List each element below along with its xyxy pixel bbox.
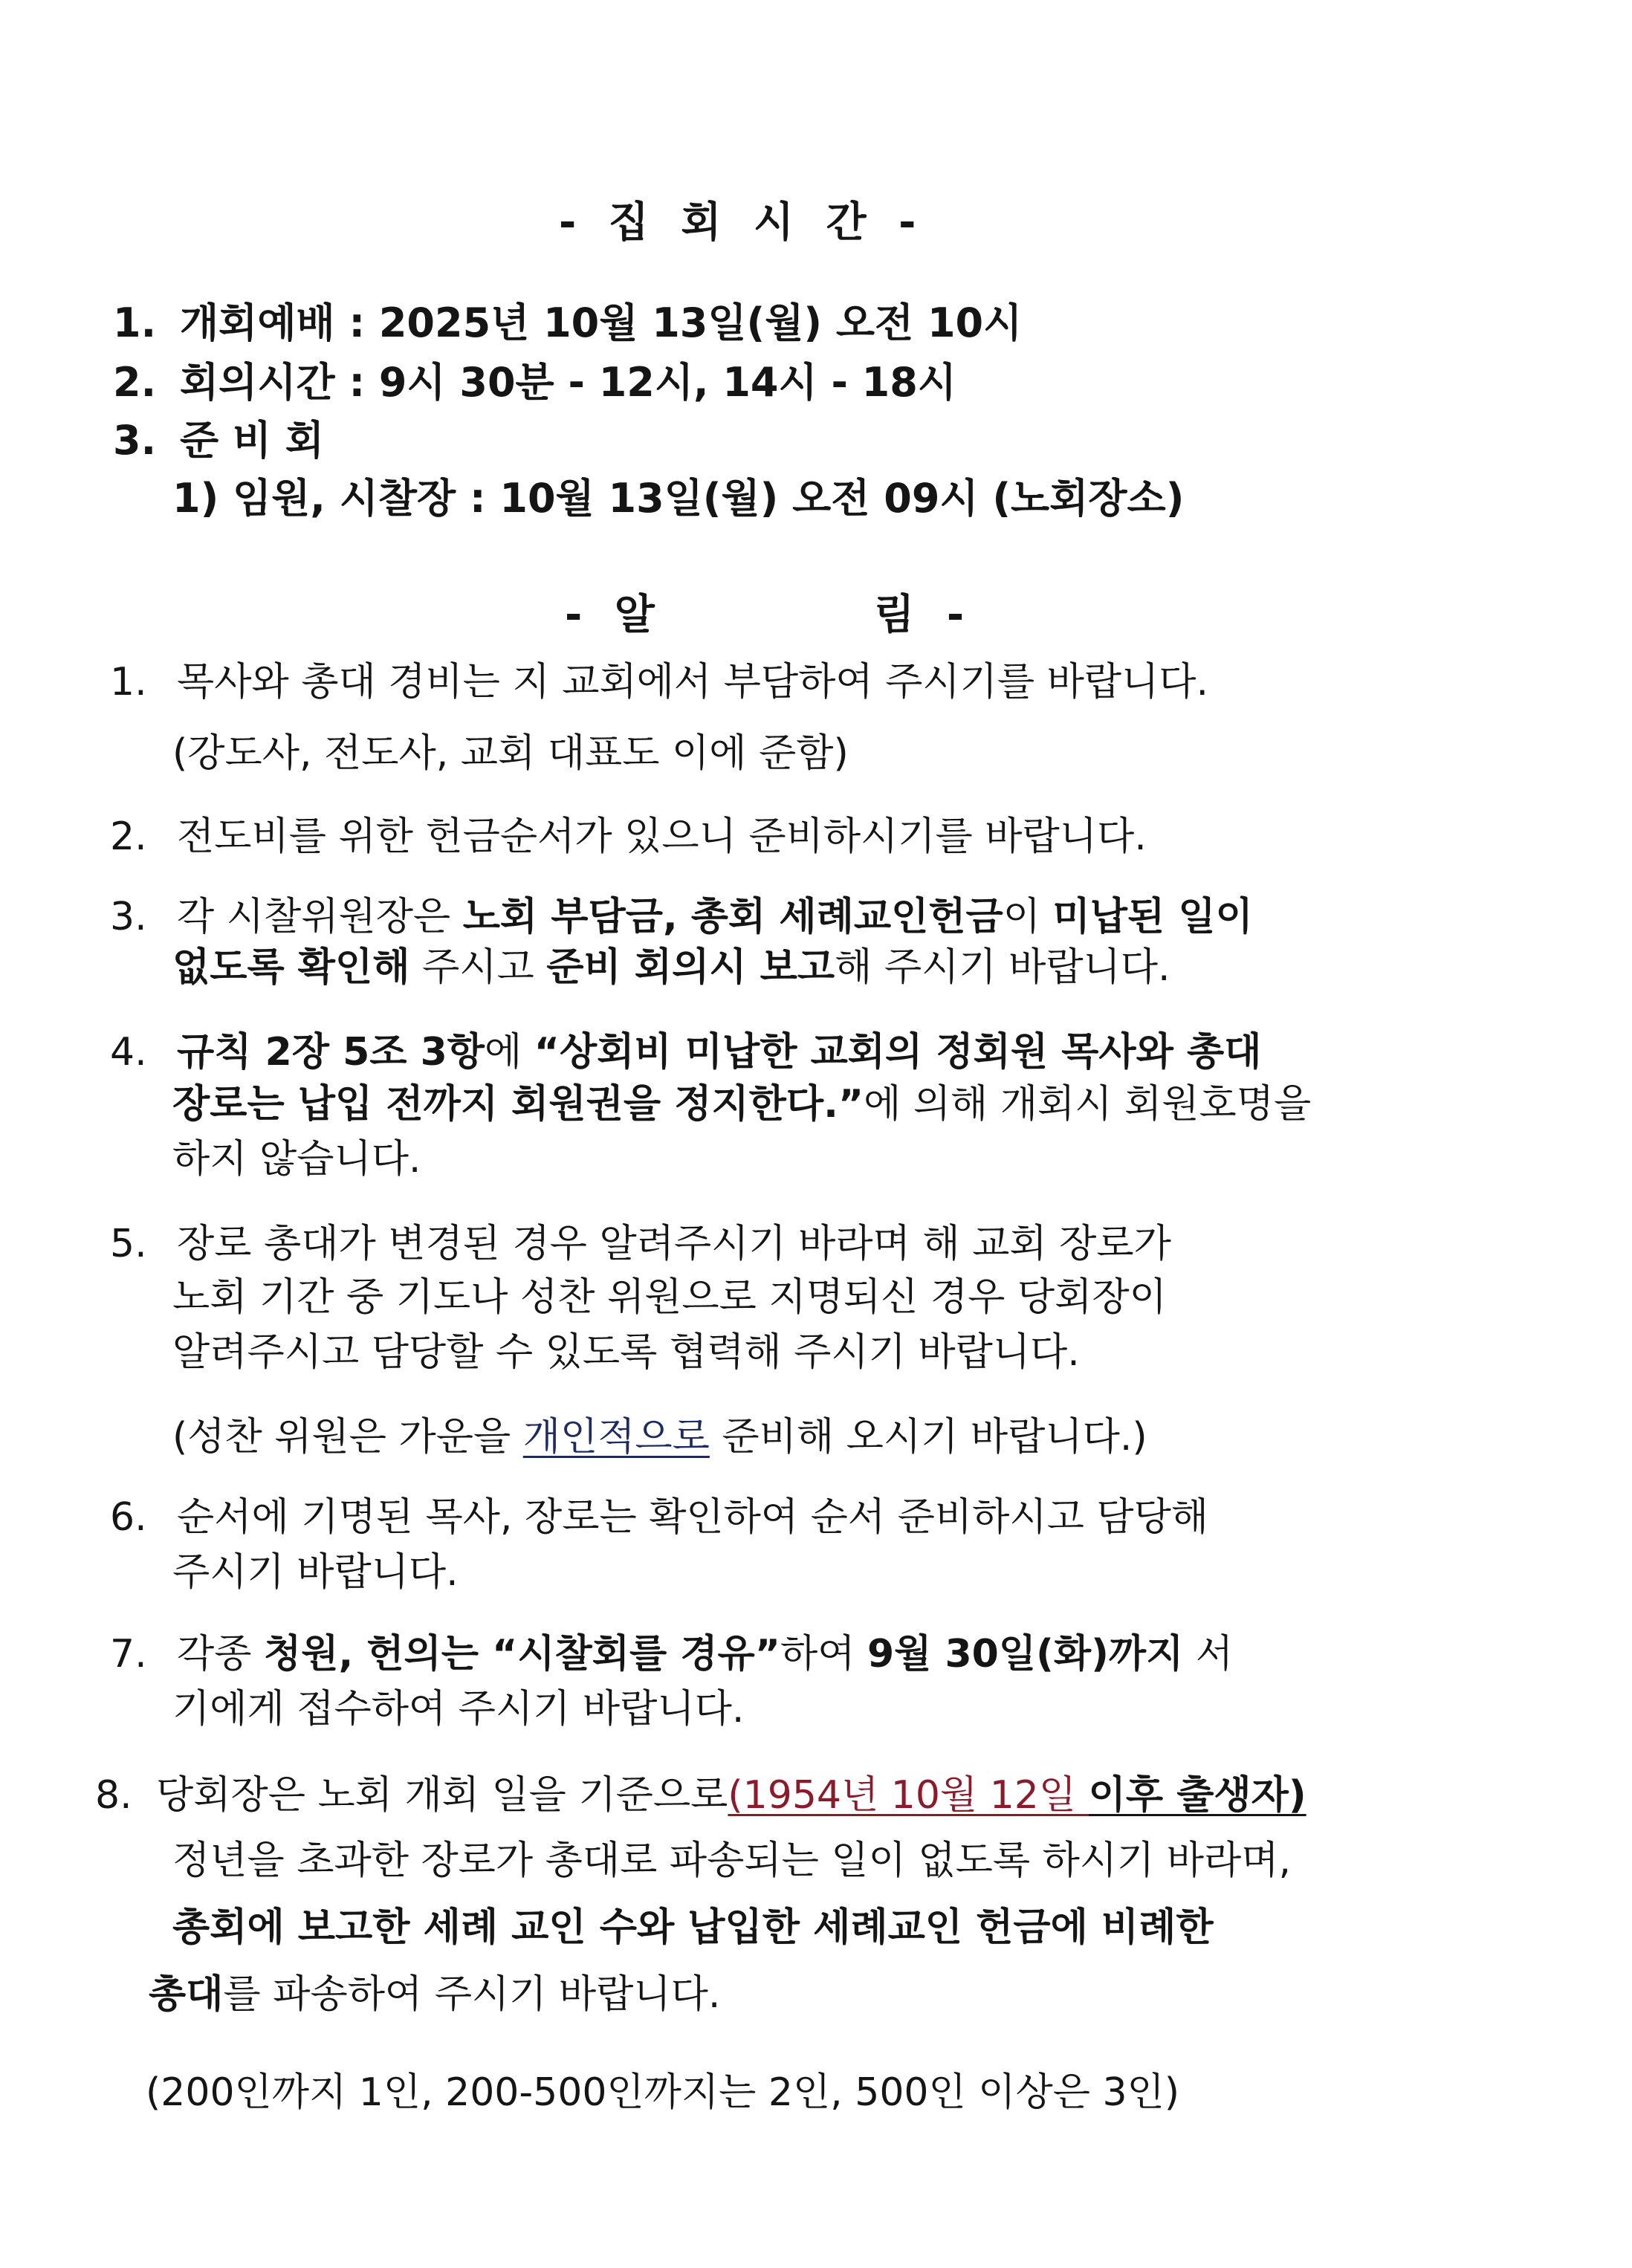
text: (성찬 위원은 가운을 <box>172 1415 523 1459</box>
text: 하여 <box>780 1632 867 1676</box>
bold-text: 총회에 보고한 세례 교인 수와 납입한 세례교인 헌금에 비례한 <box>172 1905 1214 1950</box>
schedule-item-3 <box>113 417 325 464</box>
notice-item-2 <box>110 814 1147 859</box>
item-text: 전도비를 위한 헌금순서가 있으니 준비하시기를 바랍니다. <box>177 814 1147 859</box>
schedule-item-2 <box>113 359 956 406</box>
notice-item-5-cont: 노회 기간 중 기도나 성찬 위원으로 지명되신 경우 당회장이 <box>172 1275 1167 1320</box>
notice-item-1-cont: (강도사, 전도사, 교회 대표도 이에 준함) <box>172 731 849 776</box>
notice-item-8-cont2 <box>172 1905 1214 1950</box>
notice-item-7-cont: 기에게 접수하여 주시기 바랍니다. <box>172 1687 745 1731</box>
text: 서 <box>1183 1632 1234 1676</box>
text: 각종 <box>177 1632 264 1676</box>
highlighted-date: (1954년 10월 12일 <box>728 1773 1089 1818</box>
schedule-item-3-sub: 1) 임원, 시찰장 : 10월 13일(월) 오전 09시 (노회장소) <box>172 475 1185 522</box>
text: 에 <box>485 1030 534 1075</box>
bold-text: 규칙 2장 5조 3항 <box>177 1030 485 1075</box>
item-text: 목사와 총대 경비는 지 교회에서 부담하여 주시기를 바랍니다. <box>177 660 1209 704</box>
bold-text: 없도록 확인해 <box>172 945 410 990</box>
item-text: 순서에 기명된 목사, 장로는 확인하여 순서 준비하시고 담당해 <box>177 1495 1209 1540</box>
item-number: 3. <box>113 417 157 464</box>
notice-item-8-cont3 <box>149 1972 721 2017</box>
item-number: 7. <box>110 1632 147 1676</box>
item-number: 4. <box>110 1030 147 1075</box>
item-number: 1. <box>110 660 147 704</box>
bold-text: 9월 30일(화)까지 <box>867 1632 1184 1676</box>
notice-item-4 <box>110 1030 1262 1075</box>
notice-item-1 <box>110 660 1209 704</box>
notice-item-7 <box>110 1632 1234 1676</box>
item-number: 6. <box>110 1495 147 1540</box>
item-text: 장로 총대가 변경된 경우 알려주시기 바라며 해 교회 장로가 <box>177 1222 1171 1266</box>
item-number: 1. <box>113 299 157 346</box>
notice-item-5-note <box>172 1415 1147 1459</box>
item-number: 3. <box>110 895 147 939</box>
notice-item-6-cont: 주시기 바랍니다. <box>172 1550 459 1595</box>
text: 각 시찰위원장은 <box>177 895 463 939</box>
notice-item-5 <box>110 1222 1171 1266</box>
bold-text: “상회비 미납한 교회의 정회원 목사와 총대 <box>534 1030 1262 1075</box>
notice-item-3-cont <box>172 945 1170 990</box>
text: 해 주시기 바랍니다. <box>835 945 1170 990</box>
text: 를 파송하여 주시기 바랍니다. <box>223 1972 721 2017</box>
text: 당회장은 노회 개회 일을 기준으로 <box>156 1773 728 1818</box>
bold-text: 준비 회의시 보고 <box>546 945 835 990</box>
schedule-title: - 집 회 시 간 - <box>559 198 925 247</box>
item-number: 2. <box>113 359 157 406</box>
underlined-text: 개인적으로 <box>522 1415 710 1459</box>
bold-text: 노회 부담금, 총회 세례교인헌금 <box>462 895 1003 939</box>
text: 이 <box>1003 895 1053 939</box>
bold-text: 총대 <box>149 1972 224 2017</box>
notice-item-8-cont: 정년을 초과한 장로가 총대로 파송되는 일이 없도록 하시기 바라며, <box>172 1838 1292 1883</box>
bold-text: 장로는 납입 전까지 회원권을 정지한다.” <box>172 1082 864 1127</box>
bold-text: 청원, 헌의는 “시찰회를 경유” <box>264 1632 780 1676</box>
notice-item-3 <box>110 895 1253 939</box>
notice-item-8-note: (200인까지 1인, 200-500인까지는 2인, 500인 이상은 3인) <box>146 2070 1180 2115</box>
bold-text: 미납된 일이 <box>1052 895 1253 939</box>
item-text: 개회예배 : 2025년 10월 13일(월) 오전 10시 <box>180 299 1023 346</box>
notice-item-8 <box>95 1773 1306 1818</box>
notice-title: - 알 림 - <box>565 591 974 639</box>
notice-item-5-cont2: 알려주시고 담당할 수 있도록 협력해 주시기 바랍니다. <box>172 1330 1080 1375</box>
bold-underlined-text: 이후 출생자) <box>1088 1773 1306 1818</box>
item-text: 회의시간 : 9시 30분 - 12시, 14시 - 18시 <box>180 359 956 406</box>
notice-item-6 <box>110 1495 1209 1540</box>
schedule-item-1 <box>113 299 1023 346</box>
text: 주시고 <box>409 945 547 990</box>
item-number: 5. <box>110 1222 147 1266</box>
item-number: 2. <box>110 814 147 859</box>
notice-item-4-cont2: 하지 않습니다. <box>172 1137 421 1182</box>
item-text: 준 비 회 <box>180 417 325 464</box>
item-number: 8. <box>95 1773 132 1818</box>
text: 준비해 오시기 바랍니다.) <box>709 1415 1147 1459</box>
text: 에 의해 개회시 회원호명을 <box>864 1082 1312 1127</box>
notice-item-4-cont <box>172 1082 1312 1127</box>
